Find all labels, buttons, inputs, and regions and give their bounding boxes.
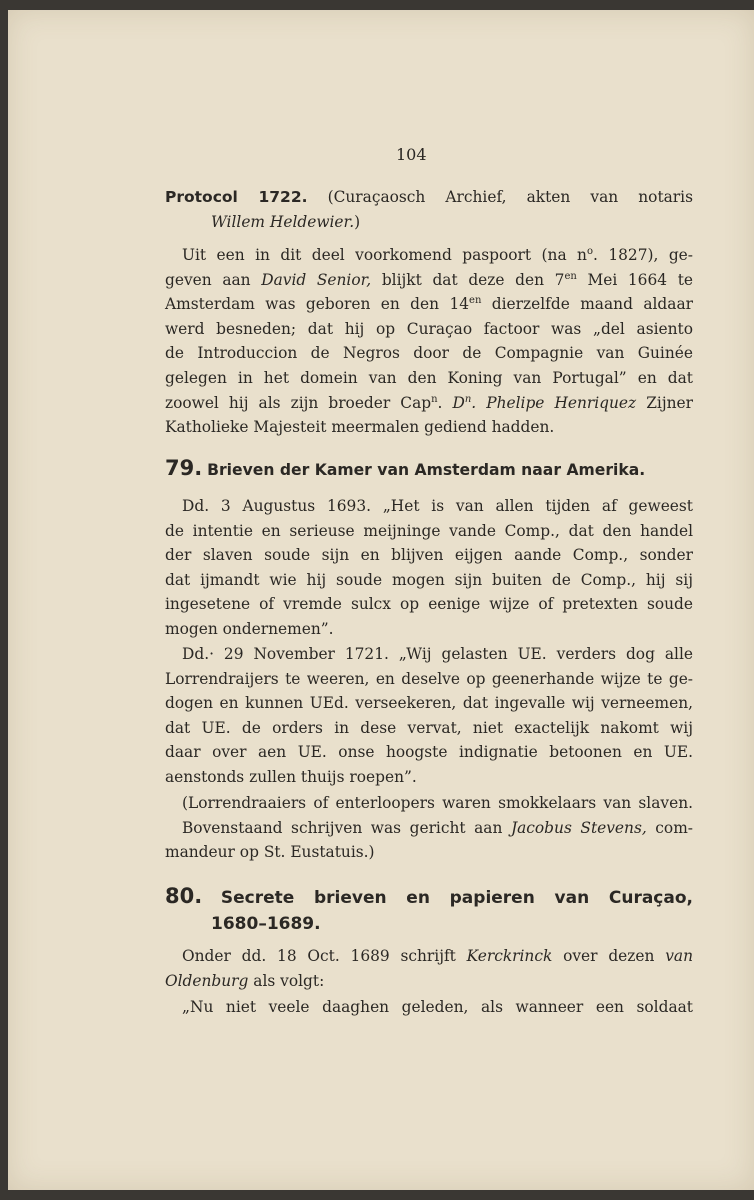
text-line: zoowel hij als zijn broeder Cap$^n$. $D^n$. Phelipe Henriquez Zijner (165, 393, 693, 412)
text-line: dat UE. de orders in dese vervat, niet exactelijk nakomt wij (165, 718, 693, 737)
text-line: „Nu niet veele daaghen geleden, als wanneer een soldaat (182, 998, 693, 1016)
text-line: de Introduccion de Negros door de Compagnie van Guinée (165, 344, 693, 363)
section-79-heading (165, 456, 693, 483)
section-number: 80. (165, 884, 203, 908)
protocol-header (165, 185, 693, 234)
protocol-line-1: Protocol 1722. (Curaçaosch Archief, akten van notaris (165, 188, 693, 206)
text-line: dat ijmandt wie hij soude mogen sijn buiten de Comp., hij sij (165, 570, 693, 589)
text-line: (Lorrendraaiers of enterloopers waren smokkelaars van slaven. (182, 794, 693, 812)
text-line: Bovenstaand schrijven was gericht aan Jacobus Stevens, com- (182, 818, 693, 837)
text-line: Katholieke Majesteit meermalen gediend hadden. (165, 418, 555, 437)
paragraph-letter-1721 (165, 642, 693, 790)
text-line: der slaven soude sijn en blijven eijgen aande Comp., sonder (165, 546, 693, 565)
paragraph-letter-1693 (165, 494, 693, 642)
text-line: geven aan David Senior, blijkt dat deze den $7^{en}$ Mei 1664 te (165, 270, 693, 289)
paragraph-kerckrinck (165, 944, 693, 993)
text-line: daar over aen UE. onse hoogste indignatie betoonen en UE. (165, 743, 693, 762)
text-line: werd besneden; dat hij op Curaçao factoor was „del asiento (165, 319, 693, 338)
paragraph-passport (165, 243, 693, 440)
section-title: Brieven der Kamer van Amsterdam naar Amerika. (207, 461, 646, 479)
text-line: Dd. 3 Augustus 1693. „Het is van allen tijden af geweest (182, 497, 693, 515)
section-title-years: 1680–1689. (211, 914, 321, 934)
text-line: gelegen in het domein van den Koning van Portugal” en dat (165, 368, 693, 387)
text-line: dogen en kunnen UEd. verseekeren, dat ingevalle wij verneemen, (165, 694, 693, 713)
protocol-heading: Protocol 1722. (165, 188, 308, 206)
text-line: Onder dd. 18 Oct. 1689 schrijft Kerckrinck over dezen van (182, 947, 693, 965)
section-80-heading (165, 883, 693, 937)
protocol-line-2: Willem Heldewier.) (211, 212, 361, 231)
section-title: Secrete brieven en papieren van Curaçao, (220, 888, 693, 908)
text-line: Dd.· 29 November 1721. „Wij gelasten UE. verders dog alle (182, 645, 693, 663)
text-line: de intentie en serieuse meijninge vande Comp., dat den handel (165, 521, 693, 540)
section-number: 79. (165, 456, 203, 480)
text-line: mandeur op St. Eustatuis.) (165, 843, 375, 862)
text-line: aenstonds zullen thuijs roepen”. (165, 767, 417, 786)
book-page (8, 10, 754, 1190)
text-line: Uit een in dit deel voorkomend paspoort (na $n^o$. 1827), ge- (182, 245, 693, 264)
text-line: Lorrendraijers te weeren, en deselve op geenerhande wijze te ge- (165, 669, 693, 688)
text-line: Oldenburg als volgt: (165, 971, 325, 990)
paragraph-note (165, 791, 693, 865)
page-number: 104 (396, 145, 427, 164)
text-line: ingesetene of vremde sulcx op eenige wijze of pretexten soude (165, 595, 693, 614)
paragraph-quote (165, 995, 693, 1020)
text-line: mogen ondernemen”. (165, 619, 334, 638)
text-line: Amsterdam was geboren en den $14^{en}$ dierzelfde maand aldaar (165, 295, 693, 314)
